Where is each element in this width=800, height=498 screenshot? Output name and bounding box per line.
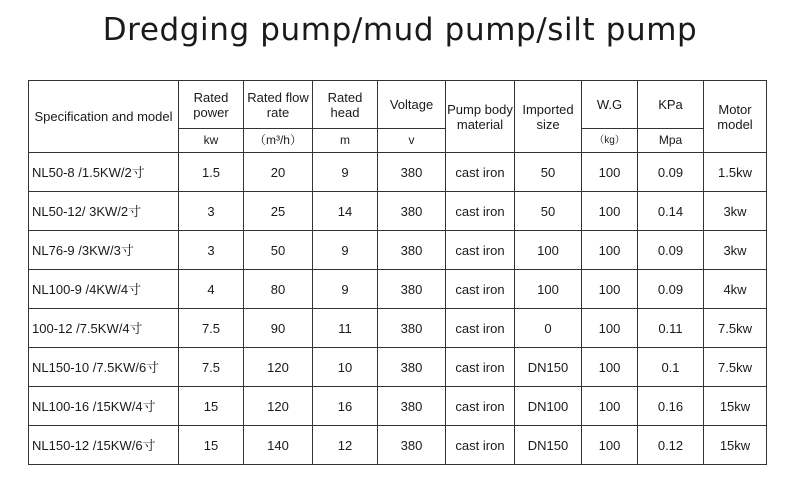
cell-kpa: 0.1 [638,348,704,387]
cell-power: 3 [179,192,244,231]
cell-kpa: 0.11 [638,309,704,348]
cell-wg: 100 [582,270,638,309]
cell-power: 15 [179,387,244,426]
page-title: Dredging pump/mud pump/silt pump [102,12,698,48]
table-row [29,270,767,309]
cell-material: cast iron [446,309,515,348]
cell-motor: 7.5kw [704,309,767,348]
cell-voltage: 380 [378,192,446,231]
unit-flow: （m³/h） [244,129,313,153]
cell-material: cast iron [446,348,515,387]
cell-power: 4 [179,270,244,309]
cell-wg: 100 [582,426,638,465]
cell-power: 7.5 [179,309,244,348]
cell-head: 9 [313,270,378,309]
cell-flow: 20 [244,153,313,192]
cell-head: 14 [313,192,378,231]
cell-motor: 4kw [704,270,767,309]
table-row [29,309,767,348]
unit-kpa: Mpa [638,129,704,153]
cell-flow: 120 [244,387,313,426]
cell-voltage: 380 [378,270,446,309]
table-row [29,231,767,270]
cell-motor: 3kw [704,192,767,231]
cell-size: 50 [515,153,582,192]
header-voltage: Voltage [378,81,446,129]
cell-spec: NL50-12/ 3KW/2寸 [29,192,179,231]
unit-head: m [313,129,378,153]
cell-motor: 15kw [704,387,767,426]
cell-flow: 25 [244,192,313,231]
header-material: Pump body material [446,81,515,153]
cell-spec: 100-12 /7.5KW/4寸 [29,309,179,348]
cell-voltage: 380 [378,426,446,465]
cell-material: cast iron [446,153,515,192]
cell-kpa: 0.16 [638,387,704,426]
table-body [29,153,767,465]
cell-voltage: 380 [378,348,446,387]
header-kpa: KPa [638,81,704,129]
header-motor: Motor model [704,81,767,153]
cell-spec: NL50-8 /1.5KW/2寸 [29,153,179,192]
cell-voltage: 380 [378,231,446,270]
header-spec: Specification and model [29,81,179,153]
cell-kpa: 0.12 [638,426,704,465]
header-head: Rated head [313,81,378,129]
cell-kpa: 0.09 [638,153,704,192]
cell-spec: NL100-16 /15KW/4寸 [29,387,179,426]
table-row [29,348,767,387]
cell-motor: 1.5kw [704,153,767,192]
cell-spec: NL76-9 /3KW/3寸 [29,231,179,270]
unit-wg: （kg） [582,129,638,153]
cell-motor: 15kw [704,426,767,465]
cell-voltage: 380 [378,387,446,426]
cell-flow: 80 [244,270,313,309]
cell-flow: 50 [244,231,313,270]
cell-motor: 3kw [704,231,767,270]
cell-head: 9 [313,153,378,192]
cell-motor: 7.5kw [704,348,767,387]
unit-power: kw [179,129,244,153]
cell-head: 12 [313,426,378,465]
cell-wg: 100 [582,153,638,192]
header-wg: W.G [582,81,638,129]
cell-wg: 100 [582,231,638,270]
cell-kpa: 0.09 [638,231,704,270]
header-flow: Rated flow rate [244,81,313,129]
cell-spec: NL150-10 /7.5KW/6寸 [29,348,179,387]
pump-spec-table [28,80,767,465]
cell-flow: 140 [244,426,313,465]
cell-power: 1.5 [179,153,244,192]
cell-size: DN150 [515,426,582,465]
cell-flow: 120 [244,348,313,387]
cell-material: cast iron [446,192,515,231]
cell-voltage: 380 [378,309,446,348]
cell-material: cast iron [446,426,515,465]
cell-material: cast iron [446,387,515,426]
cell-wg: 100 [582,387,638,426]
table-row [29,192,767,231]
cell-flow: 90 [244,309,313,348]
cell-wg: 100 [582,192,638,231]
cell-size: 0 [515,309,582,348]
table-row [29,387,767,426]
cell-size: 50 [515,192,582,231]
header-size: Imported size [515,81,582,153]
cell-power: 3 [179,231,244,270]
cell-power: 15 [179,426,244,465]
cell-kpa: 0.14 [638,192,704,231]
unit-voltage: v [378,129,446,153]
table-row [29,153,767,192]
cell-voltage: 380 [378,153,446,192]
cell-spec: NL150-12 /15KW/6寸 [29,426,179,465]
cell-wg: 100 [582,348,638,387]
cell-spec: NL100-9 /4KW/4寸 [29,270,179,309]
cell-head: 16 [313,387,378,426]
cell-material: cast iron [446,270,515,309]
cell-size: 100 [515,231,582,270]
cell-kpa: 0.09 [638,270,704,309]
cell-size: DN100 [515,387,582,426]
cell-size: 100 [515,270,582,309]
table-row [29,426,767,465]
cell-head: 9 [313,231,378,270]
cell-size: DN150 [515,348,582,387]
cell-head: 11 [313,309,378,348]
cell-power: 7.5 [179,348,244,387]
header-power: Rated power [179,81,244,129]
cell-wg: 100 [582,309,638,348]
cell-material: cast iron [446,231,515,270]
cell-head: 10 [313,348,378,387]
